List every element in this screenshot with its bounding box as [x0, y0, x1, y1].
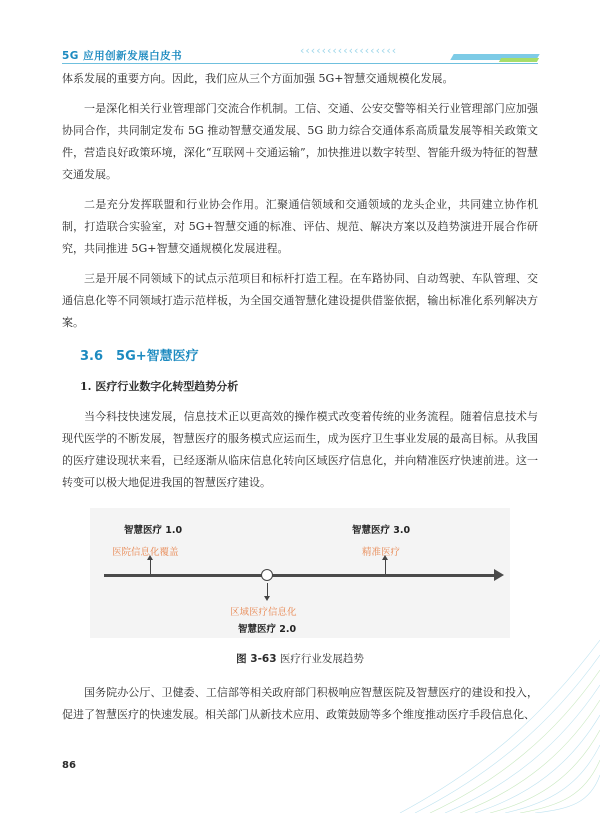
figure-caption-text: 医疗行业发展趋势 [279, 653, 364, 665]
node-1-title: 智慧医疗 1.0 [124, 525, 183, 536]
page-number: 86 [62, 760, 76, 771]
paragraph-5: 国务院办公厅、卫健委、工信部等相关政府部门积极响应智慧医院及智慧医疗的建设和投入，促进了智慧医疗的快速发展。相关部门从新技术应用、政策鼓励等多个维度推动医疗手段信息化、 [62, 686, 538, 721]
page-header [0, 0, 600, 70]
node-2-title: 智慧医疗 2.0 [238, 624, 297, 635]
node-3-stem [385, 558, 386, 574]
sub-heading: 1. 医疗行业数字化转型趋势分析 [80, 380, 239, 393]
figure-number: 图 3-63 [236, 653, 277, 665]
node-3-subtitle: 精准医疗 [362, 547, 401, 558]
arrow-up-icon [147, 555, 153, 560]
node-2-marker [261, 569, 273, 581]
wave-lines-decoration [360, 600, 600, 813]
header-rule [62, 63, 538, 64]
timeline-arrow-icon [494, 569, 504, 581]
arrow-down-icon [264, 596, 270, 601]
paragraph-3: 三是开展不同领域下的试点示范项目和标杆打造工程。在车路协同、自动驾驶、车队管理、交通信息化等不同领域打造示范样板，为全国交通智慧化建设提供借鉴依据，输出标准化系列解决方案。 [62, 272, 538, 329]
paragraph-1: 一是深化相关行业管理部门交流合作机制。工信、交通、公安交警等相关行业管理部门应加强协同合作，共同制定发布 5G 推动智慧交通发展、5G 助力综合交通体系高质量发展等相关政策文件，营造良好政策环境，深化“互联网＋交通运输”，加快推进以数字转型、智能升级为特征的智慧交通发展。 [62, 102, 538, 181]
paragraph-continued: 体系发展的重要方向。因此，我们应从三个方面加强 5G+智慧交通规模化发展。 [62, 72, 454, 85]
arrow-up-icon [382, 555, 388, 560]
timeline-axis [104, 574, 496, 577]
paragraph-4: 当今科技快速发展，信息技术正以更高效的操作模式改变着传统的业务流程。随着信息技术与现代医学的不断发展，智慧医疗的服务模式应运而生，成为医疗卫生事业发展的最高目标。从我国的医疗建设现状来看，已经逐渐从临床信息化转向区域医疗信息化，并向精准医疗快速前进。这一转变可以极大地促进我国的智慧医疗建设。 [62, 410, 538, 489]
header-chevron-decoration: ‹‹‹‹‹‹‹‹‹‹‹‹‹‹‹‹‹‹ [300, 44, 398, 57]
node-2-stem [267, 583, 268, 597]
node-3-title: 智慧医疗 3.0 [352, 525, 411, 536]
paragraph-2: 二是充分发挥联盟和行业协会作用。汇聚通信领域和交通领域的龙头企业，共同建立协作机制，打造联合实验室，对 5G+智慧交通的标准、评估、规范、解决方案以及趋势演进开展合作研究，共同推进 5G+智慧交通规模化发展进程。 [62, 198, 538, 255]
node-2-subtitle: 区域医疗信息化 [230, 607, 297, 618]
header-title: 5G 应用创新发展白皮书 [62, 50, 183, 62]
node-1-subtitle: 医院信息化覆盖 [112, 547, 179, 558]
section-heading: 3.6 5G+智慧医疗 [80, 349, 199, 364]
header-green-bar [499, 58, 539, 62]
node-1-stem [150, 558, 151, 574]
